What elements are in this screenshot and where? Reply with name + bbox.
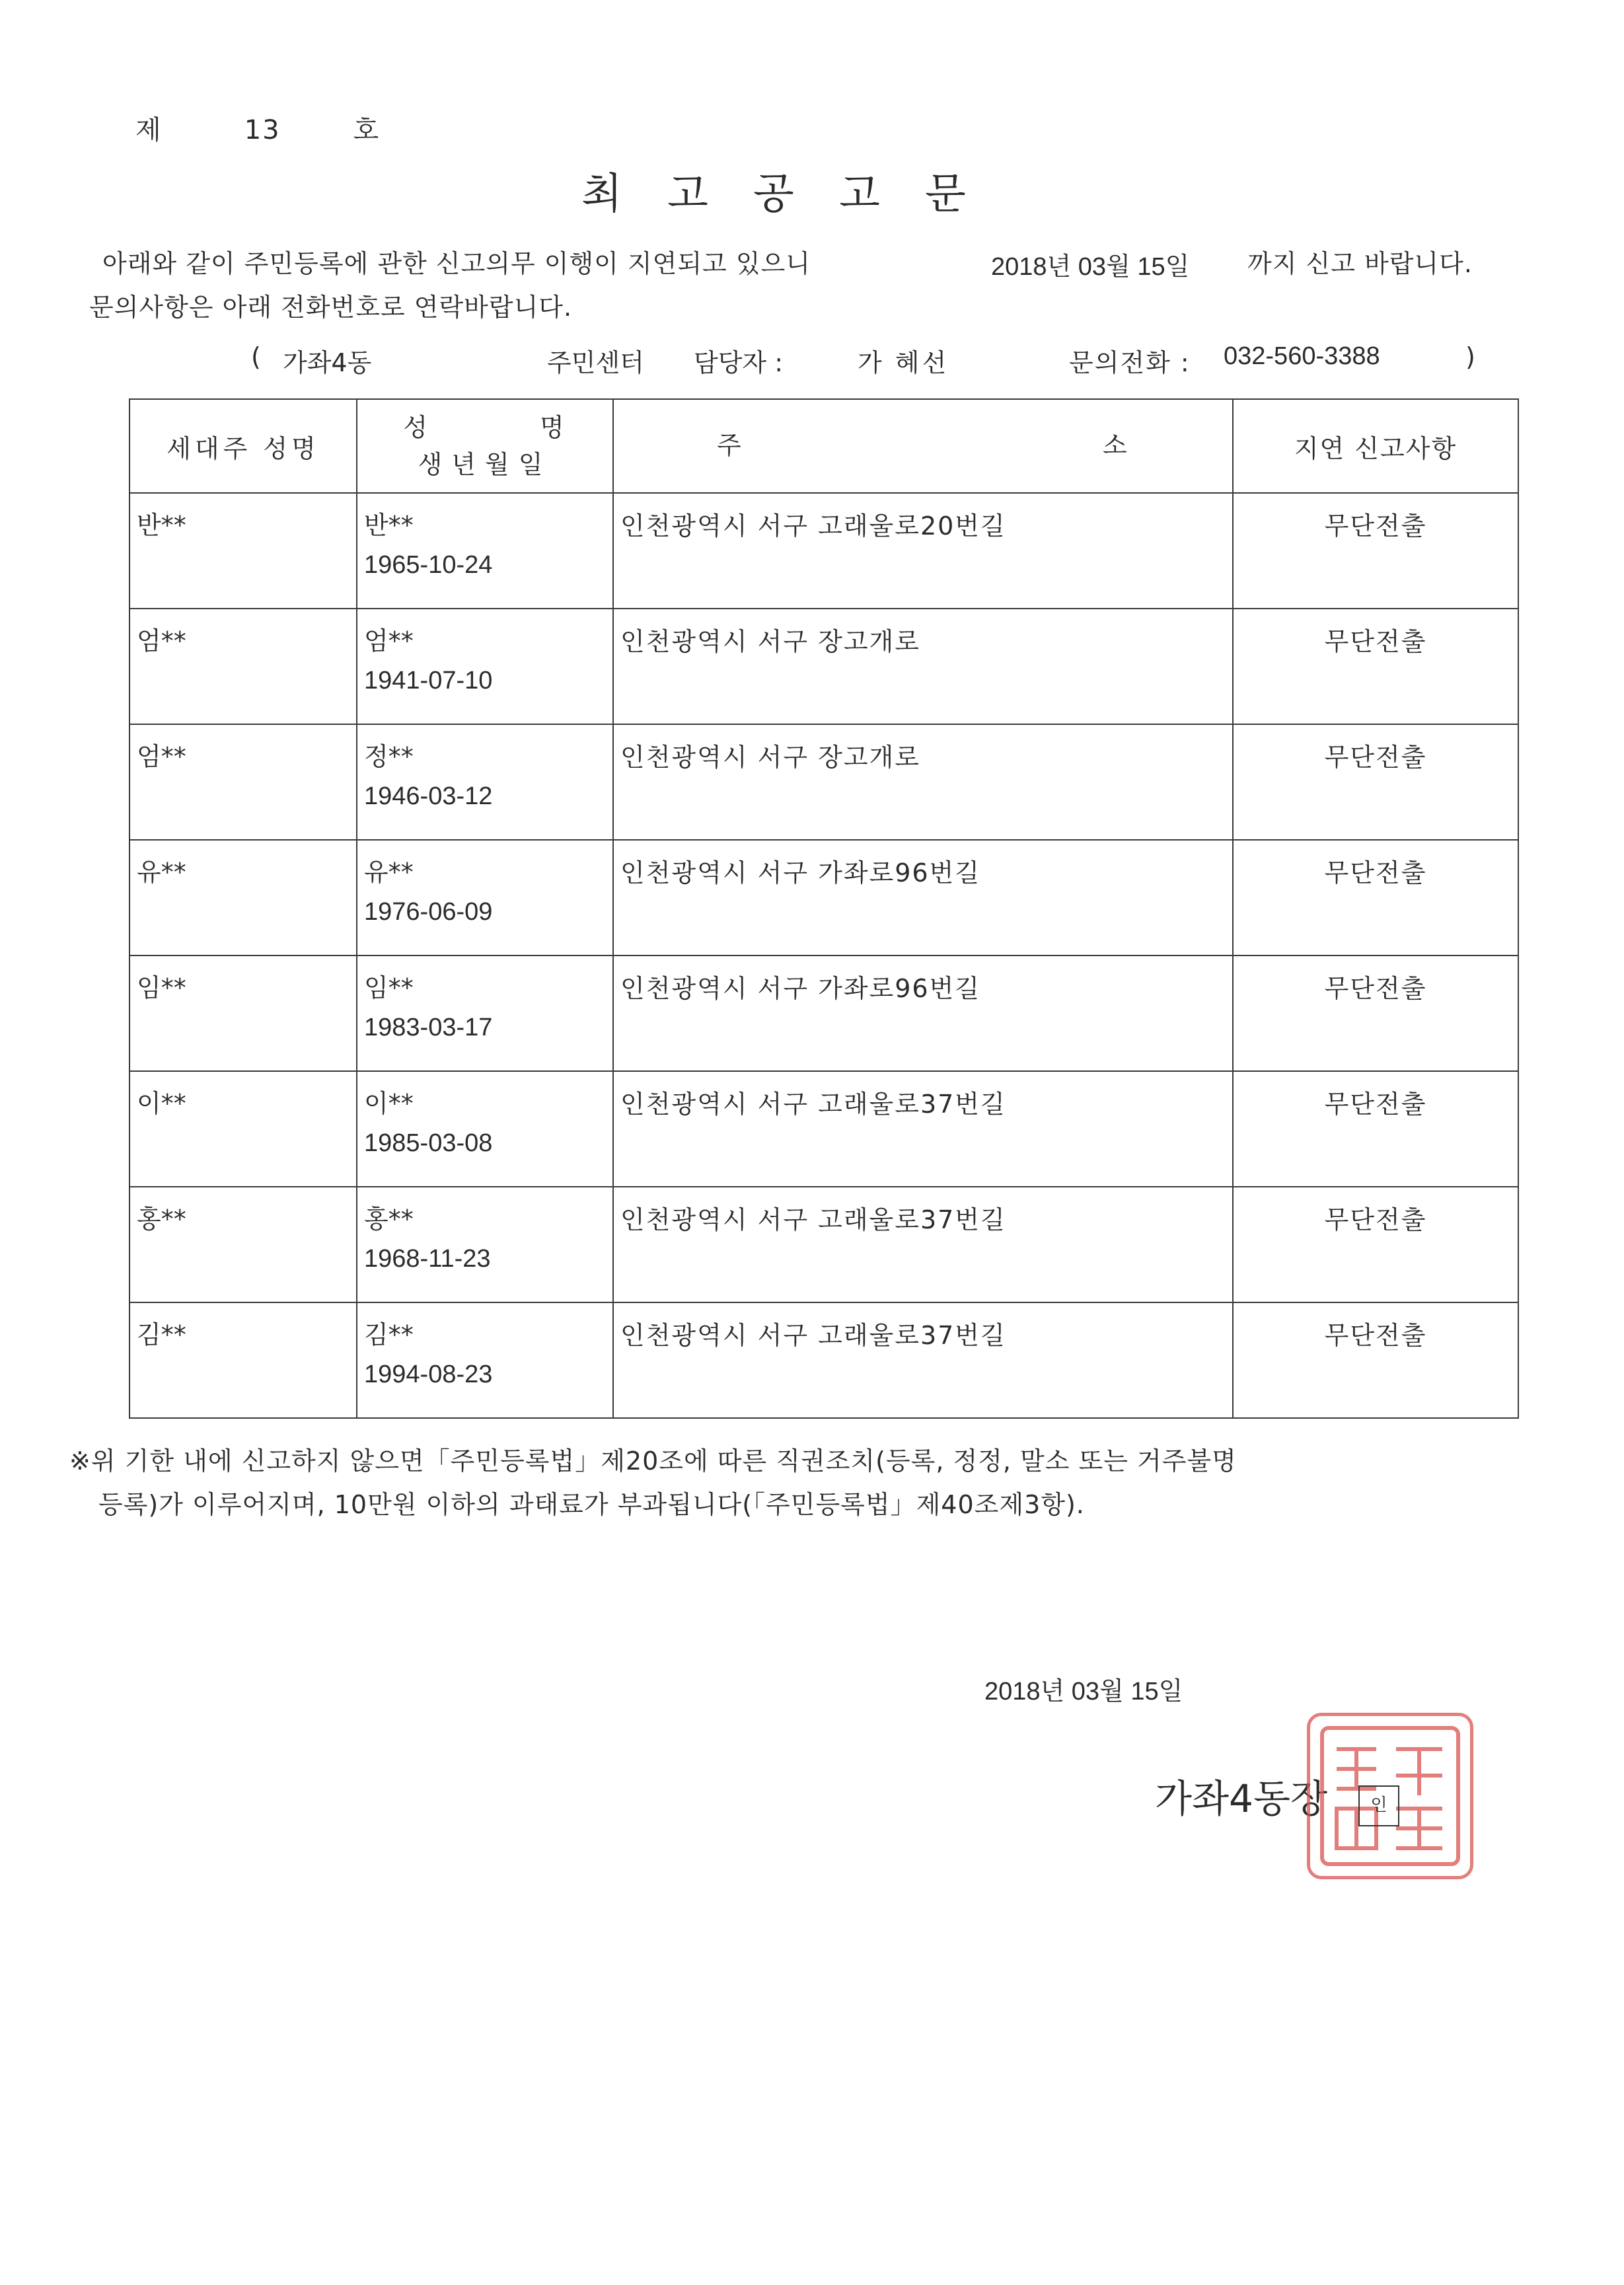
status-cell bbox=[1233, 955, 1518, 1071]
address-cell bbox=[613, 1302, 1233, 1418]
notice-line-1: ※위 기한 내에 신고하지 않으면「주민등록법」제20조에 따른 직권조치(등록, 정정, 말소 또는 거주불명 bbox=[69, 1446, 1237, 1476]
resident-dob: 1983-03-17 bbox=[364, 1014, 493, 1041]
delay-status: 무단전출 bbox=[1324, 1321, 1427, 1350]
contact-phone-label: 문의전화 : bbox=[1069, 348, 1191, 377]
delay-status: 무단전출 bbox=[1324, 1090, 1427, 1119]
resident-name: 정** bbox=[364, 742, 414, 771]
delinquency-table bbox=[129, 398, 1519, 1419]
delay-status: 무단전출 bbox=[1324, 1205, 1427, 1234]
name-dob-cell bbox=[357, 609, 613, 724]
address-cell bbox=[613, 840, 1233, 955]
table-row bbox=[129, 1187, 1518, 1302]
householder-cell bbox=[129, 1302, 357, 1418]
status-cell bbox=[1233, 1187, 1518, 1302]
status-cell bbox=[1233, 493, 1518, 609]
contact-officer-name: 가 혜선 bbox=[858, 348, 949, 377]
resident-address: 인천광역시 서구 고래울로37번길 bbox=[620, 1090, 1006, 1119]
householder-name: 엄** bbox=[137, 742, 186, 771]
address-cell bbox=[613, 1187, 1233, 1302]
header-name: 성 명 bbox=[403, 413, 567, 442]
table-row bbox=[129, 955, 1518, 1071]
householder-cell bbox=[129, 840, 357, 955]
address-cell bbox=[613, 493, 1233, 609]
intro-line-1: 아래와 같이 주민등록에 관한 신고의무 이행이 지연되고 있으니 bbox=[102, 249, 811, 278]
table-row bbox=[129, 609, 1518, 724]
name-dob-cell bbox=[357, 1302, 613, 1418]
status-cell bbox=[1233, 1071, 1518, 1187]
householder-cell bbox=[129, 493, 357, 609]
resident-name: 김** bbox=[364, 1320, 414, 1349]
resident-name: 임** bbox=[364, 973, 414, 1002]
name-dob-cell bbox=[357, 493, 613, 609]
householder-name: 홍** bbox=[137, 1205, 186, 1234]
resident-name: 엄** bbox=[364, 626, 414, 656]
serial-number: 13 bbox=[244, 115, 281, 145]
intro-line-2: 문의사항은 아래 전화번호로 연락바랍니다. bbox=[89, 293, 573, 322]
name-dob-cell bbox=[357, 724, 613, 840]
status-cell bbox=[1233, 1302, 1518, 1418]
title-char: 공 bbox=[753, 170, 794, 219]
householder-name: 유** bbox=[137, 858, 186, 887]
header-address bbox=[613, 399, 1233, 493]
resident-dob: 1994-08-23 bbox=[364, 1361, 493, 1388]
signer-title: 가좌4동장 bbox=[1155, 1776, 1328, 1821]
householder-cell bbox=[129, 724, 357, 840]
intro-until: 까지 신고 바랍니다. bbox=[1247, 249, 1473, 278]
resident-dob: 1946-03-12 bbox=[364, 782, 493, 810]
householder-cell bbox=[129, 1071, 357, 1187]
householder-cell bbox=[129, 955, 357, 1071]
status-cell bbox=[1233, 840, 1518, 955]
header-address-1: 주 bbox=[717, 431, 741, 460]
householder-cell bbox=[129, 609, 357, 724]
contact-dong: 가좌4동 bbox=[283, 348, 372, 377]
resident-address: 인천광역시 서구 고래울로37번길 bbox=[620, 1205, 1006, 1234]
contact-officer-label: 담당자 : bbox=[694, 348, 784, 377]
resident-dob: 1941-07-10 bbox=[364, 667, 493, 694]
contact-center: 주민센터 bbox=[547, 348, 644, 377]
name-dob-cell bbox=[357, 840, 613, 955]
title-char: 고 bbox=[667, 170, 708, 219]
header-householder: 세대주 성명 bbox=[129, 399, 357, 493]
resident-dob: 1965-10-24 bbox=[364, 551, 493, 579]
table-row bbox=[129, 493, 1518, 609]
name-dob-cell bbox=[357, 1071, 613, 1187]
householder-name: 반** bbox=[137, 511, 186, 540]
table-row bbox=[129, 1302, 1518, 1418]
deadline-date: 2018년 03월 15일 bbox=[991, 253, 1190, 281]
table-header-row bbox=[129, 399, 1518, 493]
delay-status: 무단전출 bbox=[1324, 627, 1427, 656]
resident-name: 반** bbox=[364, 511, 414, 540]
resident-name: 유** bbox=[364, 858, 414, 887]
contact-open-paren: ( bbox=[251, 342, 261, 371]
header-status: 지연 신고사항 bbox=[1233, 399, 1518, 493]
delay-status: 무단전출 bbox=[1324, 858, 1427, 887]
householder-name: 김** bbox=[137, 1320, 186, 1349]
header-dob: 생년월일 bbox=[418, 450, 552, 479]
page-title bbox=[581, 160, 1011, 221]
serial-suffix: 호 bbox=[353, 115, 381, 145]
name-dob-cell bbox=[357, 1187, 613, 1302]
status-cell bbox=[1233, 609, 1518, 724]
delay-status: 무단전출 bbox=[1324, 974, 1427, 1003]
serial-prefix: 제 bbox=[135, 115, 163, 145]
householder-name: 이** bbox=[137, 1089, 186, 1118]
resident-name: 이** bbox=[364, 1089, 414, 1118]
title-char: 문 bbox=[925, 170, 966, 219]
delay-status: 무단전출 bbox=[1324, 743, 1427, 772]
document-serial bbox=[135, 109, 380, 147]
householder-name: 엄** bbox=[137, 626, 186, 656]
table-row bbox=[129, 840, 1518, 955]
name-dob-cell bbox=[357, 955, 613, 1071]
contact-phone: 032-560-3388 bbox=[1224, 342, 1380, 370]
resident-address: 인천광역시 서구 장고개로 bbox=[620, 743, 920, 772]
resident-address: 인천광역시 서구 고래울로20번길 bbox=[620, 511, 1006, 541]
address-cell bbox=[613, 955, 1233, 1071]
resident-address: 인천광역시 서구 가좌로96번길 bbox=[620, 858, 981, 887]
header-address-2: 소 bbox=[1103, 431, 1127, 460]
contact-close-paren: ) bbox=[1465, 342, 1475, 371]
title-char: 최 bbox=[581, 170, 622, 219]
seal-mark: 인 bbox=[1358, 1785, 1399, 1826]
resident-address: 인천광역시 서구 장고개로 bbox=[620, 627, 920, 656]
resident-name: 홍** bbox=[364, 1205, 414, 1234]
issue-date: 2018년 03월 15일 bbox=[984, 1678, 1183, 1705]
resident-dob: 1976-06-09 bbox=[364, 898, 493, 926]
address-cell bbox=[613, 1071, 1233, 1187]
title-char: 고 bbox=[839, 170, 880, 219]
notice-line-2: 등록)가 이루어지며, 10만원 이하의 과태료가 부과됩니다(「주민등록법」제40조제3항). bbox=[98, 1490, 1085, 1519]
householder-cell bbox=[129, 1187, 357, 1302]
status-cell bbox=[1233, 724, 1518, 840]
address-cell bbox=[613, 724, 1233, 840]
delay-status: 무단전출 bbox=[1324, 511, 1427, 541]
householder-name: 임** bbox=[137, 973, 186, 1002]
resident-dob: 1985-03-08 bbox=[364, 1129, 493, 1157]
table-row bbox=[129, 724, 1518, 840]
resident-address: 인천광역시 서구 가좌로96번길 bbox=[620, 974, 981, 1003]
resident-dob: 1968-11-23 bbox=[364, 1245, 491, 1273]
table-row bbox=[129, 1071, 1518, 1187]
legal-notice bbox=[69, 1439, 1556, 1526]
address-cell bbox=[613, 609, 1233, 724]
resident-address: 인천광역시 서구 고래울로37번길 bbox=[620, 1321, 1006, 1350]
header-name-dob bbox=[357, 399, 613, 493]
